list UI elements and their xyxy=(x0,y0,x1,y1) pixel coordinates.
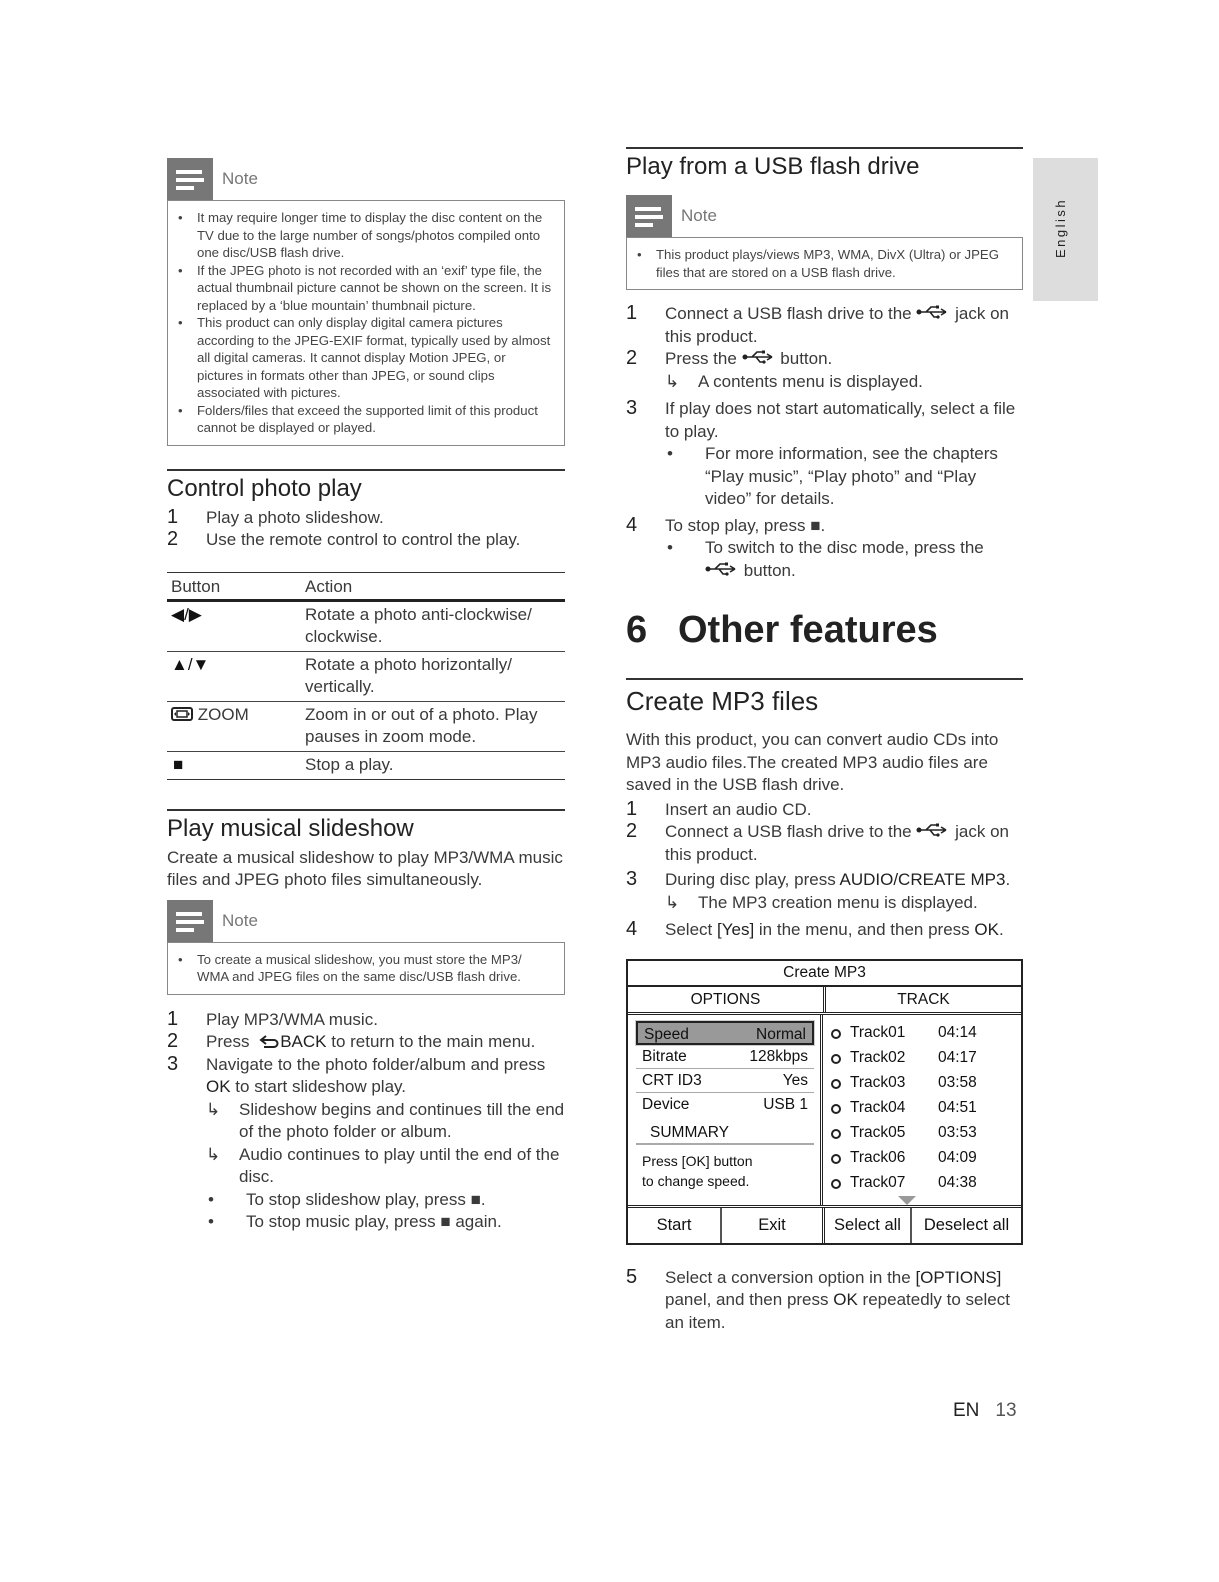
table-row: ■ Stop a play. xyxy=(167,751,565,779)
page-number: EN 13 xyxy=(953,1400,1017,1421)
step: 3 During disc play, press AUDIO/CREATE MP3. ↳ The MP3 creation menu is displayed. xyxy=(626,869,1023,914)
ok-key: OK xyxy=(833,1290,858,1309)
note-title: Note xyxy=(222,910,258,930)
note-item: • Folders/files that exceed the supported limit of this product cannot be displayed or played. xyxy=(178,402,552,437)
option-device[interactable]: Device USB 1 xyxy=(642,1095,808,1113)
option-speed[interactable]: Speed Normal xyxy=(636,1021,814,1045)
usb-icon xyxy=(916,823,950,837)
note-header xyxy=(167,900,565,942)
stop-icon: ■ xyxy=(440,1212,451,1231)
track-row[interactable]: Track07 04:38 xyxy=(831,1170,1021,1195)
radio-icon xyxy=(831,1054,841,1064)
back-key: BACK xyxy=(280,1032,327,1051)
table-row: ▲/▼ Rotate a photo horizontally/ vertically. xyxy=(167,651,565,701)
radio-icon xyxy=(831,1179,841,1189)
ok-key: OK xyxy=(974,920,999,939)
up-down-buttons: ▲/▼ xyxy=(167,651,301,701)
result-arrow-icon: ↳ xyxy=(206,1099,221,1119)
step: 2 Use the remote control to control the play. xyxy=(167,528,521,550)
create-mp3-section xyxy=(626,678,1023,1334)
ok-key: OK xyxy=(206,1077,231,1096)
note-icon xyxy=(167,158,213,200)
stop-icon: ■ xyxy=(810,515,821,535)
table-header-action: Action xyxy=(301,572,565,600)
select-all-button[interactable]: Select all xyxy=(825,1208,912,1243)
note-content xyxy=(626,237,1023,290)
bullet: • To stop music play, press ■ again. xyxy=(206,1211,565,1234)
option-crt-id3[interactable]: CRT ID3 Yes xyxy=(636,1069,814,1093)
note-box-musical xyxy=(167,900,565,995)
create-mp3-screen xyxy=(626,959,1023,1245)
result-arrow-icon: ↳ xyxy=(665,371,680,391)
note-box-usb xyxy=(626,195,1023,290)
table-header-button: Button xyxy=(167,572,301,600)
options-key: [OPTIONS] xyxy=(915,1267,1002,1287)
step: 2 Press BACK to return to the main menu. xyxy=(167,1030,536,1052)
note-item: • This product can only display digital camera pictures according to the JPEG-EXIF format, typically used by almost all digital cameras. It cannot display Motion JPEG, or pictures in formats other than JPEG, or sound clips associated with pictures. xyxy=(178,314,552,402)
note-item: • To create a musical slideshow, you must store the MP3/ WMA and JPEG files on the same disc/USB flash drive. xyxy=(178,951,552,986)
create-mp3-intro: With this product, you can convert audio CDs into MP3 audio files.The created MP3 audio files are saved in the USB flash drive. xyxy=(626,730,999,794)
step: 5 Select a conversion option in the [OPTIONS] panel, and then press OK repeatedly to select an item. xyxy=(626,1265,1010,1332)
step: 2 Connect a USB flash drive to the jack on this product. xyxy=(626,820,1009,864)
right-column xyxy=(626,147,1023,1334)
table-row: ZOOM Zoom in or out of a photo. Play pauses in zoom mode. xyxy=(167,701,565,751)
note-header xyxy=(167,158,565,200)
table-row: ◀/▶ Rotate a photo anti-clockwise/ clockwise. xyxy=(167,600,565,651)
radio-icon xyxy=(831,1079,841,1089)
note-item: • If the JPEG photo is not recorded with an ‘exif’ type file, the actual thumbnail picture cannot be shown on the screen. It is replaced by a ‘blue mountain’ thumbnail picture. xyxy=(178,262,552,315)
zoom-icon xyxy=(171,707,193,721)
control-table xyxy=(167,572,565,780)
step: 1 Connect a USB flash drive to the jack on this product. xyxy=(626,302,1009,346)
usb-icon xyxy=(916,305,950,319)
result: ↳ The MP3 creation menu is displayed. xyxy=(665,892,1023,915)
track-row[interactable]: Track02 04:17 xyxy=(831,1045,1021,1070)
usb-icon xyxy=(705,562,739,576)
step: 1 Play MP3/WMA music. xyxy=(167,1007,378,1030)
section-title-musical: Play musical slideshow xyxy=(167,809,565,843)
note-content xyxy=(167,942,565,995)
track-row[interactable]: Track04 04:51 xyxy=(831,1095,1021,1120)
note-content xyxy=(167,200,565,446)
audio-create-mp3-key: AUDIO/CREATE MP3 xyxy=(839,870,1006,889)
options-panel xyxy=(628,1015,823,1205)
track-row[interactable]: Track01 04:14 xyxy=(831,1020,1021,1045)
track-header: TRACK xyxy=(897,990,950,1008)
start-button[interactable]: Start xyxy=(628,1208,722,1243)
scroll-down-icon[interactable] xyxy=(898,1196,916,1205)
usb-icon xyxy=(742,350,776,364)
track-panel xyxy=(823,1015,1021,1205)
result: ↳ Slideshow begins and continues till the end of the photo folder or album. xyxy=(206,1099,565,1141)
exit-button[interactable]: Exit xyxy=(722,1208,825,1243)
note-icon xyxy=(626,195,672,237)
stop-icon: ■ xyxy=(470,1189,481,1209)
note-header xyxy=(626,195,1023,237)
result: ↳ Audio continues to play until the end of the disc. xyxy=(206,1144,560,1186)
screen-title: Create MP3 xyxy=(628,961,1021,987)
bullet: • For more information, see the chapters “Play music”, “Play photo” and “Play video” for details. xyxy=(667,444,998,508)
back-icon xyxy=(258,1034,280,1048)
options-header: OPTIONS xyxy=(628,987,826,1012)
note-box-disc-content xyxy=(167,158,565,446)
note-title: Note xyxy=(681,206,717,225)
radio-icon xyxy=(831,1154,841,1164)
step: 3 Navigate to the photo folder/album and press OK to start slideshow play. ↳ Slideshow begins and continues till the end of the photo folder or album. ↳ Audio continues to play until the end of the disc. • To stop slideshow play, press ■. • To stop music play, press ■ again. xyxy=(167,1054,565,1234)
summary-label: SUMMARY xyxy=(636,1121,814,1145)
note-item: • It may require longer time to display the disc content on the TV due to the large number of songs/photos compiled onto one disc/USB flash drive. xyxy=(178,209,552,262)
section-title-control-photo: Control photo play xyxy=(167,469,565,503)
chapter-heading xyxy=(626,609,1023,652)
step: 2 Press the button. ↳ A contents menu is displayed. xyxy=(626,348,1023,393)
musical-intro: Create a musical slideshow to play MP3/WMA music files and JPEG photo files simultaneously. xyxy=(167,847,563,889)
note-item: • This product plays/views MP3, WMA, DivX (Ultra) or JPEG files that are stored on a USB flash drive. xyxy=(637,246,1010,281)
radio-icon xyxy=(831,1129,841,1139)
zoom-label: ZOOM xyxy=(197,704,249,724)
result: ↳ A contents menu is displayed. xyxy=(665,371,1023,394)
yes-key: [Yes] xyxy=(716,920,755,939)
step: 1 Play a photo slideshow. xyxy=(167,505,384,528)
musical-slideshow-section xyxy=(167,809,565,1234)
track-row[interactable]: Track05 03:53 xyxy=(831,1120,1021,1145)
stop-button-symbol: ■ xyxy=(167,751,301,779)
language-tab: English xyxy=(1033,158,1098,301)
left-right-buttons: ◀/▶ xyxy=(167,600,301,651)
radio-icon xyxy=(831,1029,841,1039)
bullet: • To switch to the disc mode, press the button. xyxy=(667,538,984,580)
bullet: • To stop slideshow play, press ■. xyxy=(206,1189,565,1212)
chapter-number: 6 xyxy=(626,609,648,651)
section-title-create-mp3: Create MP3 files xyxy=(626,678,1023,717)
step: 4 Select [Yes] in the menu, and then press OK. xyxy=(626,918,1004,940)
note-title: Note xyxy=(222,169,258,188)
note-icon xyxy=(167,900,213,942)
left-column xyxy=(167,158,565,1234)
control-photo-section xyxy=(167,469,565,780)
section-title-usb: Play from a USB flash drive xyxy=(626,147,1023,181)
step: 3 If play does not start automatically, select a file to play. • For more information, see the chapters “Play music”, “Play photo” and “Play video” for details. xyxy=(626,398,1023,511)
track-row[interactable]: Track03 03:58 xyxy=(831,1070,1021,1095)
track-row[interactable]: Track06 04:09 xyxy=(831,1145,1021,1170)
deselect-all-button[interactable]: Deselect all xyxy=(923,1215,1010,1234)
radio-icon xyxy=(831,1104,841,1114)
result-arrow-icon: ↳ xyxy=(206,1144,221,1164)
summary-hint: Press [OK] button to change speed. xyxy=(642,1152,753,1189)
step: 1 Insert an audio CD. xyxy=(626,797,812,820)
step: 4 To stop play, press ■. • To switch to the disc mode, press the button. xyxy=(626,515,1023,583)
result-arrow-icon: ↳ xyxy=(665,892,680,912)
option-bitrate[interactable]: Bitrate 128kbps xyxy=(636,1045,814,1069)
chapter-title: Other features xyxy=(678,609,938,651)
